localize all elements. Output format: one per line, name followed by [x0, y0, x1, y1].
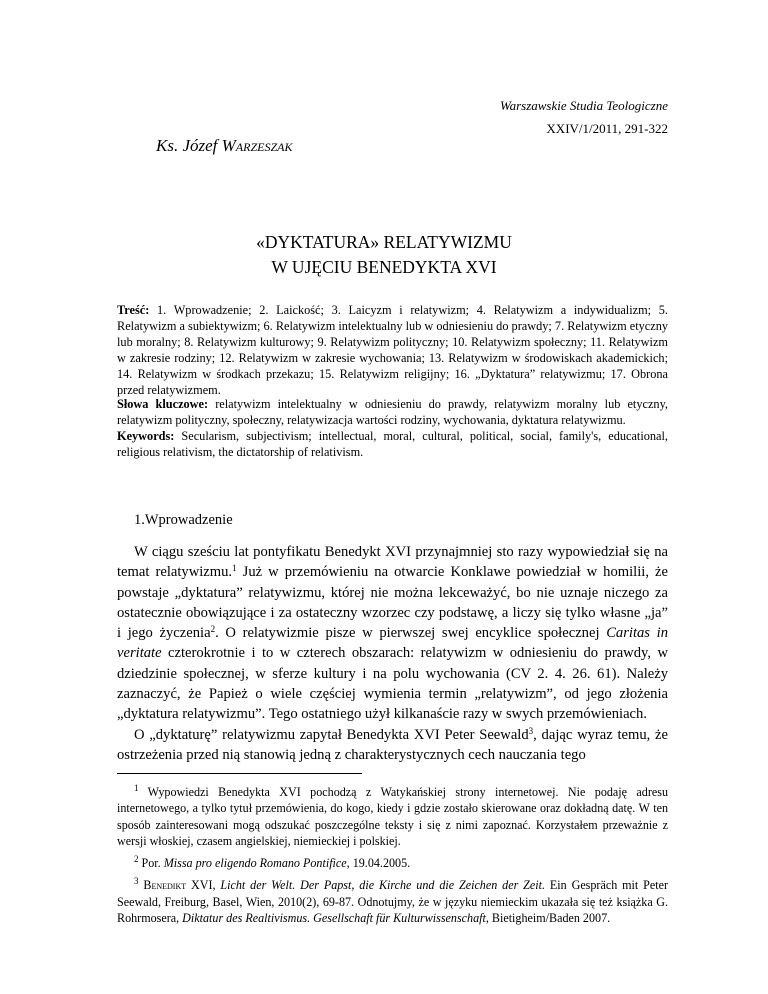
footnote-author: Benedikt [143, 878, 187, 893]
footnote-title: Missa pro eligendo Romano Pontifice [163, 856, 347, 871]
body-text [117, 542, 668, 765]
paragraph [117, 725, 668, 766]
encyclical-title: Caritas in veritate [117, 625, 669, 662]
footnote-number: 1 [134, 783, 139, 793]
contents-text: 1. Wprowadzenie; 2. Laickość; 3. Laicyzm i relatywizm; 4. Relatywizm a indywidualizm; 5. Relatywizm a subiektywizm; 6. Relatywizm intelektualny lub w odniesieniu do prawdy; 7. Relatywizm etyczny lub moralny; 8. Relatywizm kulturowy; 9. Relatywizm polityczny; 10. Relatywizm społeczny; 11. Relatywizm w zakresie rodziny; 12. Relatywizm w zakresie wychowania; 13. Relatywizm w środowiskach akademickich; 14. Relatywizm w środkach przekazu; 15. Relatywizm religijny; 16. „Dyktatura” relatywizmu; 17. Obrona przed relatywizmem. [117, 303, 668, 397]
footnotes [117, 784, 668, 932]
article-title [0, 230, 768, 280]
contents-label: Treść: [117, 303, 150, 317]
footnote-text: Ein Gespräch mit Peter Seewald, Freiburg, Basel, Wien, 2010(2), 69-87. Odnotujmy, że w języku niemieckim ukazała się też książka G. Rohrmosera, [117, 878, 668, 926]
paragraph-text: Już w przemówieniu na otwarcie Konklawe powiedział w homilii, że powstaje „dyktatura” relatywizmu, której nie można lekceważyć, bo nie uznaje niczego za ostatecznie obowiązujące i za ostateczny wzorzec czy podstawę, a liczy się tylko własne „ja” i jego życzenia [117, 564, 669, 642]
footnote-ref-3: 3 [528, 725, 534, 736]
footnote-separator [117, 773, 362, 774]
paragraph-text: . O relatywizmie pisze w pierwszej swej encyklice społecznej [215, 625, 607, 642]
title-line-2: W UJĘCIU BENEDYKTA XVI [271, 257, 497, 277]
footnote-title: Diktatur des Realtivismus. Gesellschaft für Kulturwissenschaft [182, 911, 486, 926]
footnote-number: 2 [134, 854, 139, 865]
paragraph-text: czterokrotnie i to w czterech obszarach: relatywizm w odniesieniu do prawdy, w dziedzinie społecznej, w sferze kultury i na polu wychowania (CV 2. 4. 26. 61). Należy zaznaczyć, że Papież o wiele częściej wymienia termin „relatywizm”, od jego złożenia „dyktatura relatywizmu”. Tego ostatniego użył kilkanaście razy w swych przemówieniach. [117, 645, 668, 723]
footnote-text: , Bietigheim/Baden 2007. [485, 911, 611, 926]
author-surname: Warzeszak [221, 136, 293, 155]
paragraph [117, 542, 668, 725]
keywords-pl-text: relatywizm intelektualny w odniesieniu do prawdy, relatywizm moralny lub etyczny, relatywizm polityczny, społeczny, relatywizacja wartości rodziny, wychowania, dyktatura relatywizmu. [117, 397, 668, 427]
paragraph-text: W ciągu sześciu lat pontyfikatu Benedykt XVI przynajmniej sto razy wypowiedział się na temat relatywizmu. [117, 544, 668, 581]
journal-header [500, 94, 668, 140]
title-line-1: «DYKTATURA» RELATYWIZMU [256, 232, 512, 252]
footnote-text: XVI, [186, 878, 221, 893]
footnote-title: Licht der Welt. Der Papst, die Kirche und die Zeichen der Zeit. [220, 878, 546, 893]
footnote-text: , 19.04.2005. [346, 856, 411, 871]
footnote-3 [117, 877, 668, 926]
journal-volume: XXIV/1/2011, 291-322 [546, 121, 668, 136]
table-of-contents [117, 302, 668, 398]
keywords-polish [117, 396, 668, 428]
footnote-text: Por. [138, 856, 164, 871]
section-heading: 1.Wprowadzenie [134, 512, 233, 528]
footnote-ref-1: 1 [232, 563, 237, 574]
keywords-en-text: Secularism, subjectivism; intellectual, moral, cultural, political, social, family's, educational, religious relativism, the dictatorship of relativism. [117, 429, 668, 459]
paragraph-text: , dając wyraz temu, że ostrzeżenia przed nią stanowią jedną z charakterystycznych cech nauczania tego [117, 726, 668, 763]
paragraph-text: O „dyktaturę” relatywizmu zapytał Benedykta XVI Peter Seewald [134, 726, 529, 743]
keywords-en-label: Keywords: [117, 429, 175, 443]
footnote-text: Wypowiedzi Benedykta XVI pochodzą z Watykańskiej strony internetowej. Nie podaję adresu internetowego, a tylko tytuł przemówienia, do kogo, kiedy i gdzie zostało skierowane oraz dokładną datę. W ten sposób zainteresowani mogą odszukać poszczególne teksty i się z nimi zapoznać. Korzystałem przeważnie z wersji włoskiej, czasem angielskiej, niemieckiej i polskiej. [117, 785, 668, 848]
keywords-english [117, 428, 668, 460]
footnote-1 [117, 784, 668, 849]
footnote-number: 3 [134, 876, 139, 887]
author [156, 136, 292, 156]
author-prefix: Ks. Józef [156, 136, 218, 155]
footnote-2 [117, 855, 668, 871]
journal-name: Warszawskie Studia Teologiczne [499, 98, 668, 113]
footnote-ref-2: 2 [210, 624, 216, 635]
keywords-pl-label: Słowa kluczowe: [117, 397, 209, 411]
